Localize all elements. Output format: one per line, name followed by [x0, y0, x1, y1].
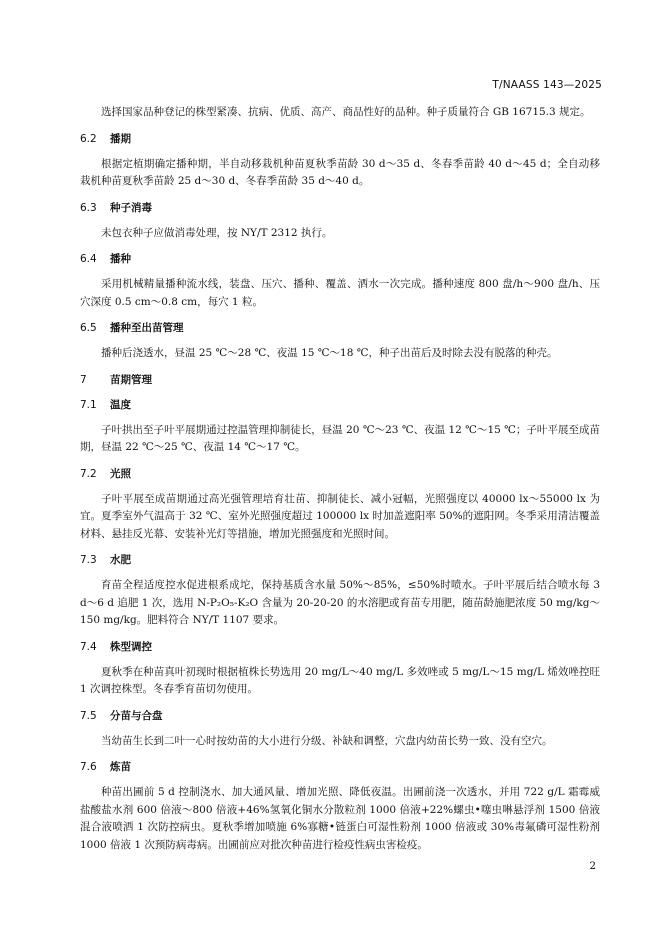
section-number: 6.3 [80, 201, 97, 214]
section-title: 播种 [110, 253, 131, 265]
paragraph: 育苗全程适度控水促进根系成坨，保持基质含水量 50%～85%，≤50%时喷水。子叶平展后结合喷水每 3 d～6 d 追肥 1 次，选用 N-P₂O₅-K₂O 含量为 20-20-20 的水溶肥或育苗专用肥，随苗龄施肥浓度 50 mg/kg～150 mg/kg。肥料符合 NY/T 1107 要求。 [80, 579, 600, 626]
section-heading [80, 466, 600, 482]
section-number: 7.4 [80, 640, 97, 653]
section-number: 7.3 [80, 554, 97, 566]
section-number: 6.5 [80, 322, 97, 334]
section-title: 苗期管理 [110, 373, 152, 386]
section-heading [80, 639, 600, 655]
section-heading [80, 708, 600, 724]
paragraph: 根据定植期确定播种期，半自动移栽机种苗夏秋季苗龄 30 d～35 d、冬春季苗龄 40 d～45 d；全自动移栽机种苗夏秋季苗龄 25 d～30 d、冬春季苗龄 35 d～40 d。 [80, 157, 600, 187]
chapter-heading [80, 372, 600, 388]
section-number: 6.2 [80, 132, 97, 145]
section-number: 7 [80, 373, 87, 386]
section-heading [80, 759, 600, 775]
paragraph: 夏秋季在种苗真叶初现时根据植株长势选用 20 mg/L～40 mg/L 多效唑或 5 mg/L～15 mg/L 烯效唑控旺 1 次调控株型。冬春季育苗切勿使用。 [80, 665, 600, 695]
section-number: 7.5 [80, 709, 97, 722]
section-heading [80, 320, 600, 336]
section-title: 种子消毒 [110, 201, 152, 214]
section-heading [80, 552, 600, 568]
section-number: 6.4 [80, 253, 97, 265]
section-title: 炼苗 [110, 761, 131, 773]
section-heading [80, 131, 600, 147]
section-title: 温度 [110, 398, 131, 411]
section-number: 7.1 [80, 398, 97, 411]
section-title: 播种至出苗管理 [110, 322, 184, 334]
paragraph: 采用机械精量播种流水线，装盘、压穴、播种、覆盖、洒水一次完成。播种速度 800 盘/h～900 盘/h、压穴深度 0.5 cm～0.8 cm，每穴 1 粒。 [80, 278, 600, 308]
paragraph: 子叶拱出至子叶平展期通过控温管理抑制徒长，昼温 20 ℃～23 ℃、夜温 12 ℃～15 ℃；子叶平展至成苗期，昼温 22 ℃～25 ℃、夜温 14 ℃～17 ℃。 [80, 423, 600, 453]
section-title: 株型调控 [110, 640, 152, 653]
section-title: 光照 [110, 467, 131, 480]
document-body [80, 104, 600, 863]
section-number: 7.6 [80, 761, 97, 773]
page-number: 2 [589, 860, 596, 872]
paragraph: 当幼苗生长到二叶一心时按幼苗的大小进行分级、补缺和调整，穴盘内幼苗长势一致、没有空穴。 [101, 734, 553, 747]
paragraph: 播种后浇透水，昼温 25 ℃～28 ℃、夜温 15 ℃～18 ℃，种子出苗后及时除去没有脱落的种壳。 [101, 347, 558, 359]
section-title: 分苗与合盘 [110, 709, 163, 722]
section-title: 水肥 [110, 554, 131, 566]
section-title: 播期 [110, 132, 131, 145]
paragraph: 子叶平展至成苗期通过高光强管理培育壮苗、抑制徒长、减小冠幅，光照强度以 40000 lx～55000 lx 为宜。夏季室外气温高于 32 ℃、室外光照强度超过 100000 lx 时加盖遮阳率 50%的遮阳网。冬季采用清洁覆盖材料、悬挂反光幕、安装补光灯等措施，增加光照强度和光照时间。 [80, 492, 600, 540]
paragraph: 未包衣种子应做消毒处理，按 NY/T 2312 执行。 [101, 226, 333, 239]
section-heading [80, 200, 600, 216]
paragraph: 选择国家品种登记的株型紧凑、抗病、优质、高产、商品性好的品种。种子质量符合 GB 16715.3 规定。 [101, 106, 591, 118]
document-code: T/NAASS 143—2025 [492, 79, 602, 91]
section-number: 7.2 [80, 467, 97, 480]
section-heading [80, 397, 600, 413]
section-heading [80, 251, 600, 267]
paragraph: 种苗出圃前 5 d 控制浇水、加大通风量、增加光照、降低夜温。出圃前浇一次透水，并用 722 g/L 霜霉威盐酸盐水剂 600 倍液～800 倍液+46%氢氧化铜水分散粒剂 1000 倍液+22%螺虫•噻虫啉悬浮剂 1500 倍液混合液喷洒 1 次防控病虫。夏秋季增加喷施 6%寡糖•链蛋白可湿性粉剂 1000 倍液或 30%毒氟磷可湿性粉剂 1000 倍液 1 次预防病毒病。出圃前应对批次种苗进行检疫性病虫害检疫。 [80, 786, 600, 851]
